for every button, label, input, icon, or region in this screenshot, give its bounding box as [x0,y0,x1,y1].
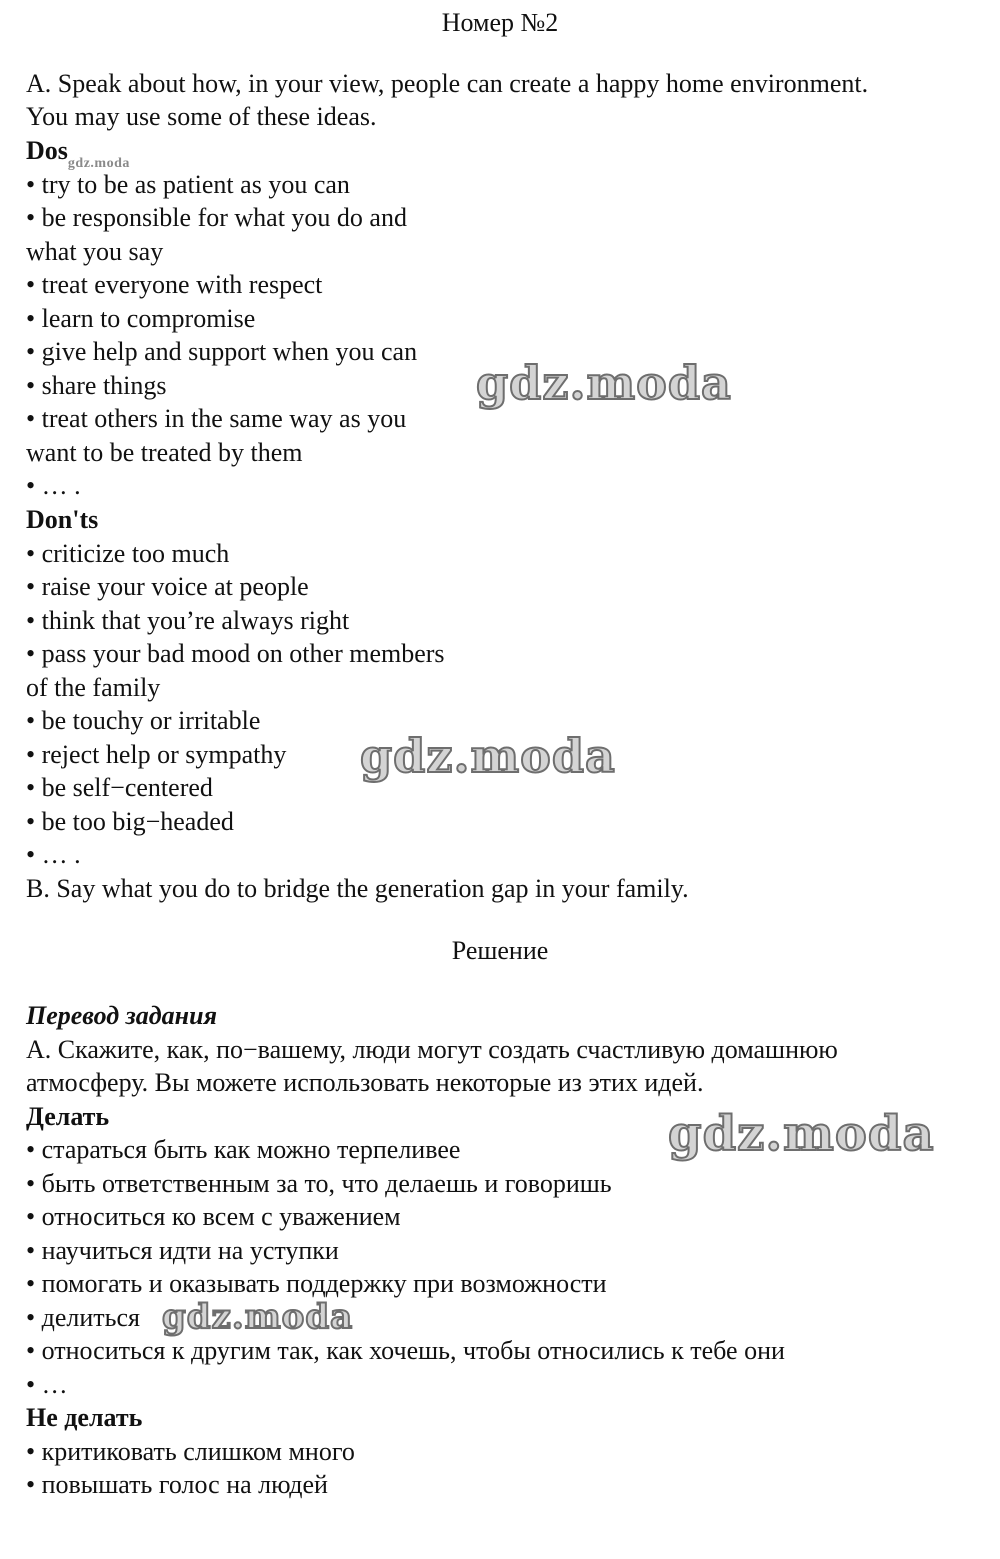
dont-heading: Не делать [26,1403,143,1432]
do-item: • относиться ко всем с уважением [26,1202,401,1231]
do-item: • делиться [26,1303,140,1332]
dos-heading-row [26,134,130,172]
watermark-logo: gdz.moda [162,1297,354,1337]
solution-heading: Решение [451,936,549,965]
dos-heading: Dos [26,136,68,165]
page-title: Номер №2 [441,8,559,37]
donts-item: • be self−centered [26,773,213,802]
do-item: • … [26,1370,68,1399]
do-heading: Делать [26,1102,110,1131]
donts-item: • be too big−headed [26,807,234,836]
task-a-line-2: You may use some of these ideas. [26,102,377,131]
dos-item: • treat everyone with respect [26,270,323,299]
watermark-logo: gdz.moda [476,356,732,410]
dos-item: • be responsible for what you do and [26,203,407,232]
small-watermark: gdz.moda [67,156,130,171]
watermark-logo: gdz.moda [668,1106,935,1162]
donts-item: • criticize too much [26,539,230,568]
dos-item: • learn to compromise [26,304,256,333]
dos-item: what you say [26,237,164,266]
translation-heading: Перевод задания [26,1001,217,1030]
watermark-logo: gdz.moda [360,729,616,783]
donts-heading: Don'ts [26,505,99,534]
do-item: • относиться к другим так, как хочешь, чтобы относились к тебе они [26,1336,785,1365]
dos-item: • … . [26,471,81,500]
donts-item: • raise your voice at people [26,572,309,601]
do-item: • помогать и оказывать поддержку при возможности [26,1269,607,1298]
dos-item: • give help and support when you can [26,337,418,366]
dont-item: • критиковать слишком много [26,1437,355,1466]
dont-item: • повышать голос на людей [26,1470,328,1499]
dos-item: • share things [26,371,167,400]
dos-item: • try to be as patient as you can [26,170,350,199]
donts-item: • think that you’re always right [26,606,350,635]
dos-item: • treat others in the same way as you [26,404,407,433]
do-item: • быть ответственным за то, что делаешь и говоришь [26,1169,612,1198]
donts-item: • pass your bad mood on other members [26,639,445,668]
donts-item: • … . [26,840,81,869]
task-a-line-1: A. Speak about how, in your view, people can create a happy home environment. [26,69,869,98]
do-item: • научиться идти на уступки [26,1236,339,1265]
donts-item: • reject help or sympathy [26,740,287,769]
translation-a-line-1: А. Скажите, как, по−вашему, люди могут создать счастливую домашнюю [26,1035,838,1064]
donts-item: • be touchy or irritable [26,706,261,735]
task-b-line: B. Say what you do to bridge the generation gap in your family. [26,874,689,903]
dos-item: want to be treated by them [26,438,303,467]
donts-item: of the family [26,673,161,702]
translation-a-line-2: атмосферу. Вы можете использовать некоторые из этих идей. [26,1068,704,1097]
do-item: • стараться быть как можно терпеливее [26,1135,461,1164]
